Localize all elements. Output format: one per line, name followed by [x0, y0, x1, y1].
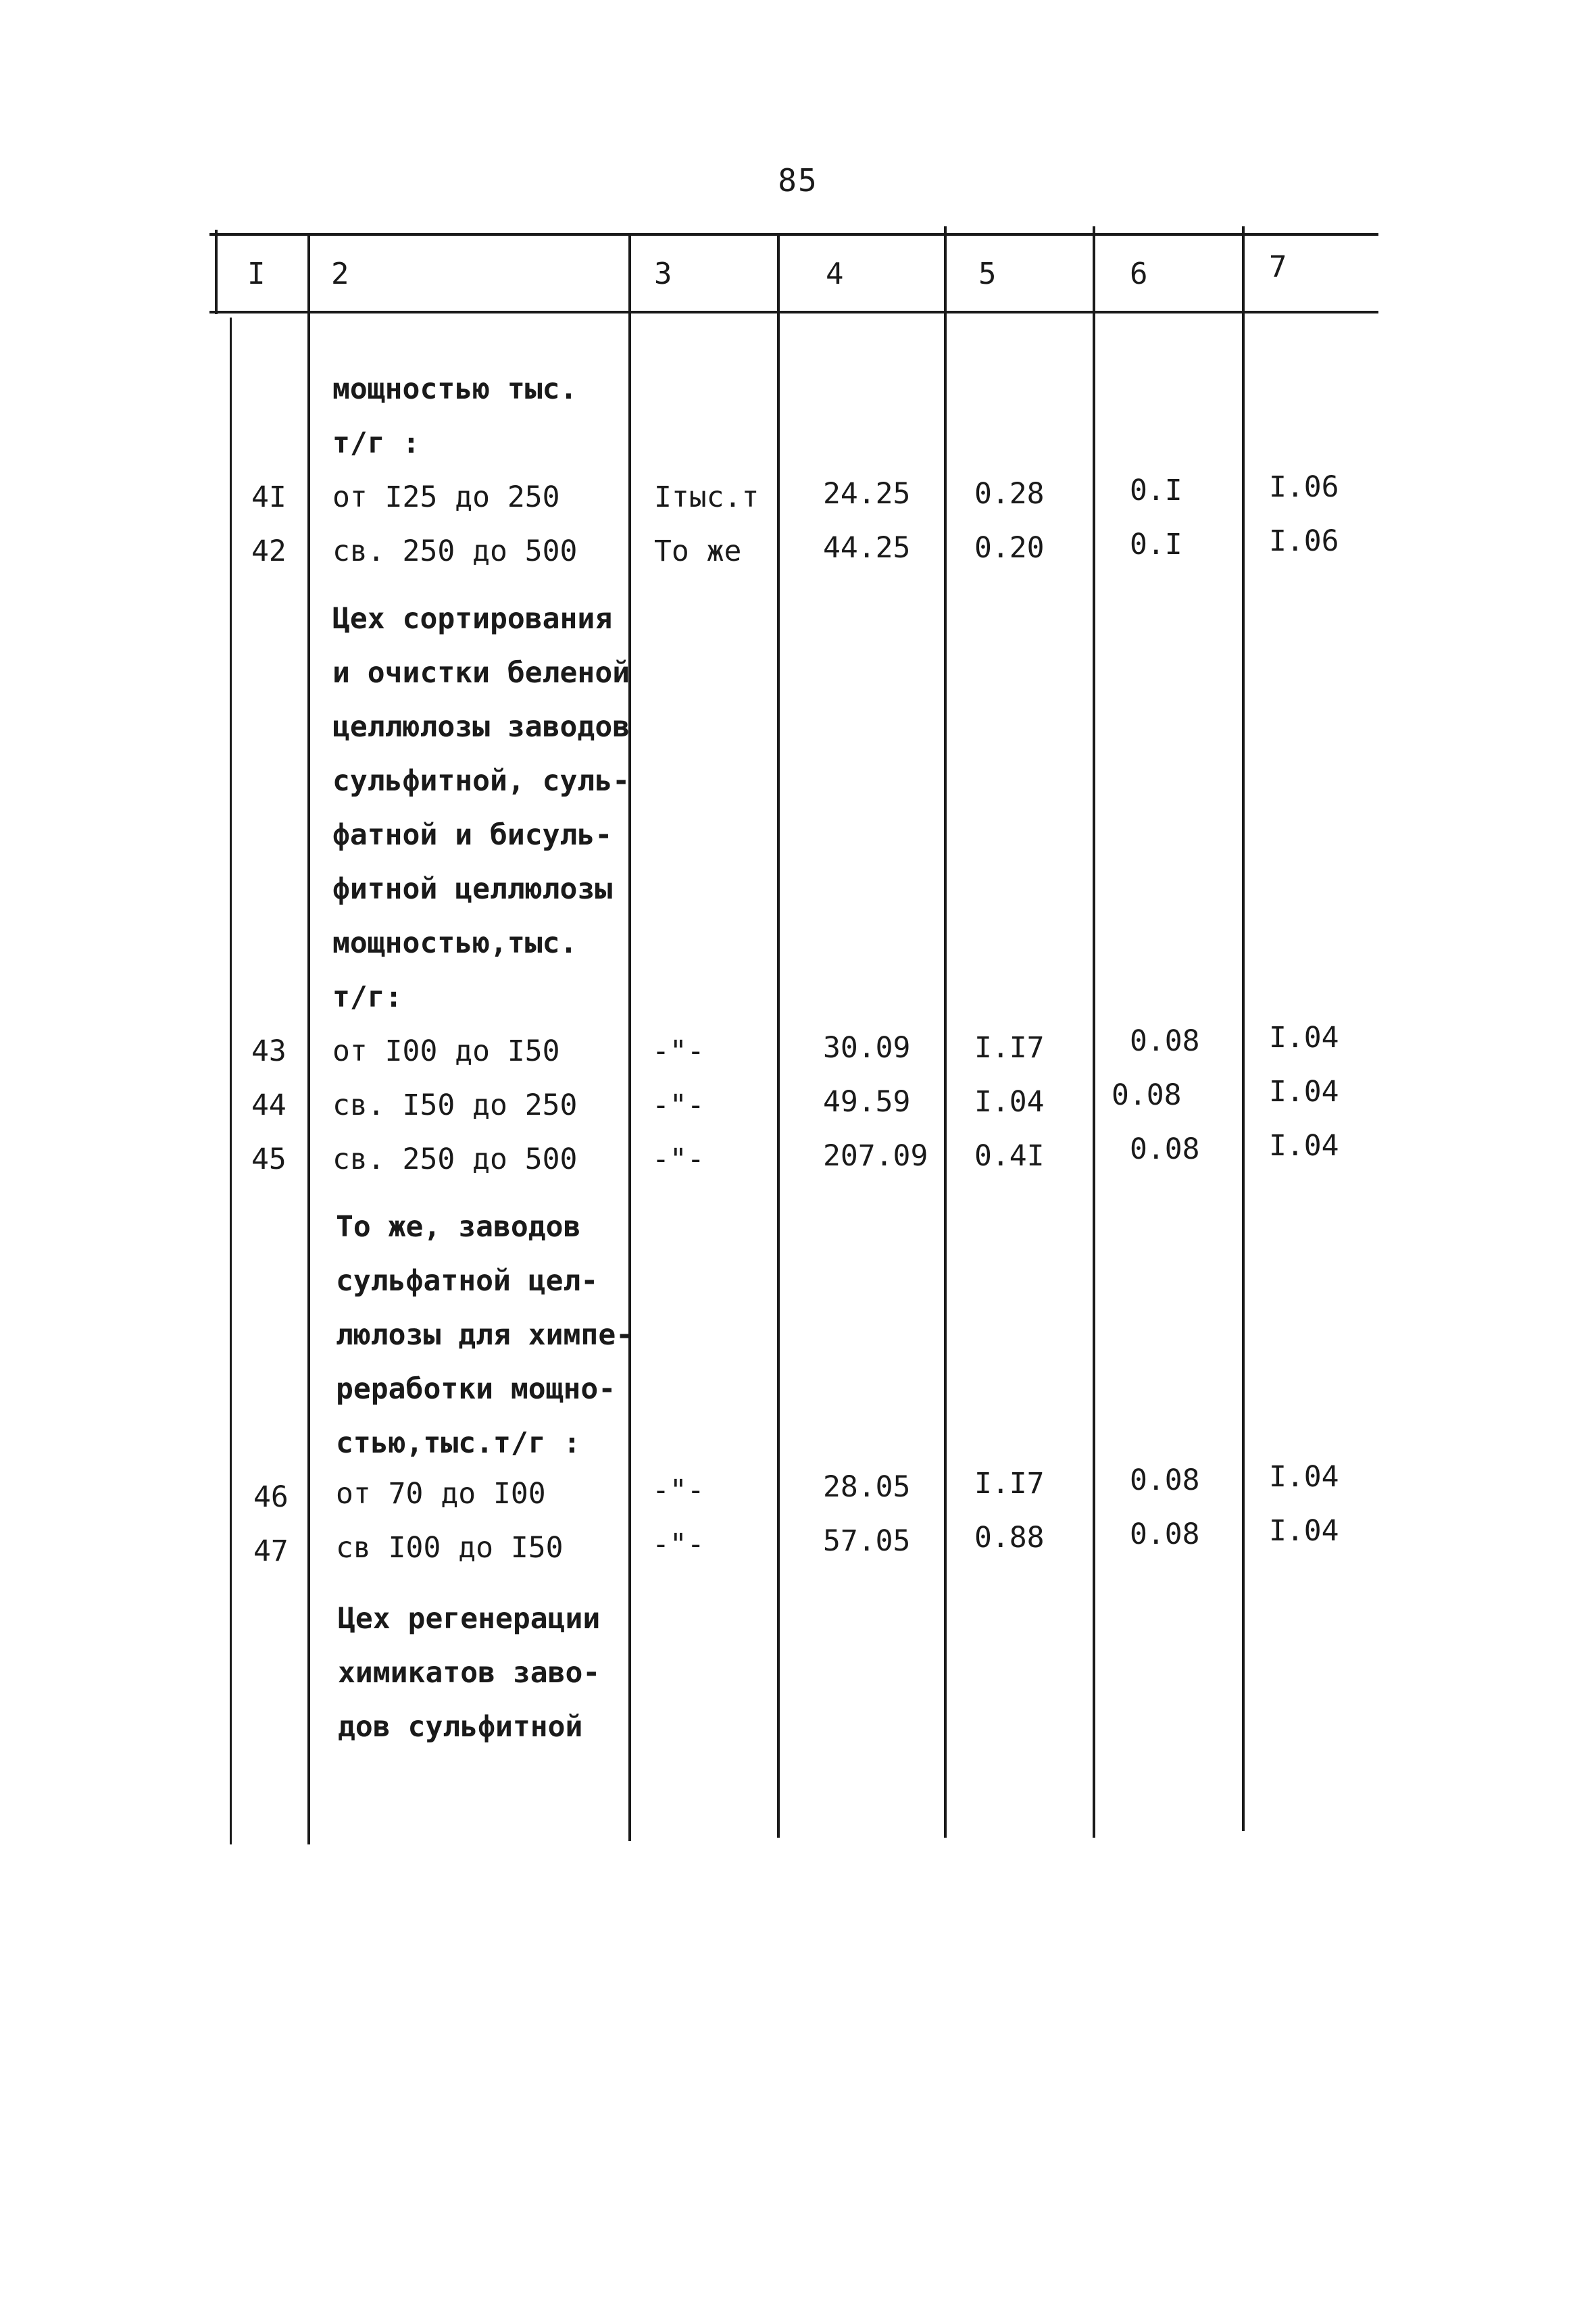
row-col-6: 0.08: [1130, 1463, 1200, 1497]
row-col-4: 44.25: [823, 531, 911, 565]
header-col-2: 2: [331, 257, 349, 291]
col-divider-5: [944, 226, 947, 1838]
section-text-line: Цех сортирования: [332, 602, 613, 636]
row-col-5: I.I7: [974, 1031, 1045, 1065]
header-col-6: 6: [1130, 257, 1148, 291]
row-col-6: 0.08: [1130, 1517, 1200, 1551]
row-col-4: 57.05: [823, 1524, 911, 1558]
row-col-6: 0.08: [1130, 1024, 1200, 1058]
row-col-6: 0.I: [1130, 528, 1182, 561]
section-text-line: реработки мощно-: [336, 1372, 616, 1406]
col-divider-1b: [230, 318, 232, 1844]
row-name: св. I50 до 250: [332, 1088, 578, 1122]
row-col-4: 207.09: [823, 1139, 928, 1173]
row-unit: -"-: [652, 1088, 705, 1122]
row-name: от 70 до I00: [336, 1477, 546, 1511]
row-unit: -"-: [652, 1142, 705, 1176]
section-text-line: химикатов заво-: [338, 1656, 601, 1690]
header-col-5: 5: [978, 257, 997, 291]
row-name: св. 250 до 500: [332, 534, 578, 568]
row-unit: Iтыс.т: [654, 480, 759, 514]
section-text-line: фатной и бисуль-: [332, 818, 613, 852]
row-name: св I00 до I50: [336, 1531, 564, 1565]
header-col-4: 4: [826, 257, 844, 291]
row-col-5: I.04: [974, 1085, 1045, 1119]
row-col-4: 49.59: [823, 1085, 911, 1119]
section-text-line: То же, заводов: [336, 1210, 581, 1244]
col-divider-2: [307, 233, 310, 1844]
row-number: 46: [253, 1480, 289, 1514]
section-text-line: сульфитной, суль-: [332, 764, 630, 798]
page-number: 85: [778, 162, 818, 199]
row-col-6: 0.I: [1130, 474, 1182, 507]
row-number: 4I: [251, 480, 286, 514]
col-divider-3: [628, 233, 631, 1841]
row-col-4: 24.25: [823, 477, 911, 511]
header-col-7: 7: [1269, 250, 1287, 284]
row-col-5: I.I7: [974, 1467, 1045, 1501]
row-number: 42: [251, 534, 286, 568]
row-col-7: I.04: [1269, 1075, 1339, 1109]
row-col-7: I.04: [1269, 1129, 1339, 1163]
row-col-7: I.04: [1269, 1514, 1339, 1548]
col-divider-4: [777, 233, 780, 1838]
col-divider-6: [1093, 226, 1095, 1838]
col-divider-7: [1242, 226, 1245, 1831]
row-col-7: I.04: [1269, 1460, 1339, 1494]
row-unit: -"-: [652, 1034, 705, 1068]
header-col-3: 3: [654, 257, 672, 291]
row-name: от I00 до I50: [332, 1034, 560, 1068]
section-text-line: люлозы для химпе-: [336, 1318, 634, 1352]
row-col-6: 0.08: [1112, 1078, 1182, 1112]
row-unit: -"-: [652, 1474, 705, 1507]
section-text-line: мощностью,тыс.: [332, 926, 578, 960]
header-col-1: I: [247, 257, 266, 291]
row-number: 43: [251, 1034, 286, 1068]
row-col-5: 0.28: [974, 477, 1045, 511]
row-name: от I25 до 250: [332, 480, 560, 514]
col-divider-1: [215, 230, 218, 314]
row-col-6: 0.08: [1130, 1132, 1200, 1166]
section-text-line: Цех регенерации: [338, 1602, 601, 1636]
row-number: 47: [253, 1534, 289, 1568]
row-col-5: 0.20: [974, 531, 1045, 565]
row-number: 45: [251, 1142, 286, 1176]
table-header-rule: [209, 311, 1378, 313]
row-name: св. 250 до 500: [332, 1142, 578, 1176]
section-text-line: и очистки беленой: [332, 656, 630, 690]
section-text-line: т/г :: [332, 426, 420, 460]
row-col-4: 28.05: [823, 1470, 911, 1504]
section-text-line: сульфатной цел-: [336, 1264, 599, 1298]
row-col-7: I.06: [1269, 524, 1339, 558]
section-text-line: стью,тыс.т/г :: [336, 1426, 581, 1460]
row-unit: То же: [654, 534, 742, 568]
row-number: 44: [251, 1088, 286, 1122]
section-text-line: мощностью тыс.: [332, 372, 578, 406]
row-col-7: I.04: [1269, 1021, 1339, 1055]
row-col-7: I.06: [1269, 470, 1339, 504]
section-text-line: дов сульфитной: [338, 1710, 583, 1744]
row-col-4: 30.09: [823, 1031, 911, 1065]
row-col-5: 0.4I: [974, 1139, 1045, 1173]
section-text-line: фитной целлюлозы: [332, 872, 613, 906]
section-text-line: целлюлозы заводов: [332, 710, 630, 744]
section-text-line: т/г:: [332, 980, 403, 1014]
row-unit: -"-: [652, 1528, 705, 1561]
table-top-rule: [209, 233, 1378, 236]
row-col-5: 0.88: [974, 1521, 1045, 1555]
